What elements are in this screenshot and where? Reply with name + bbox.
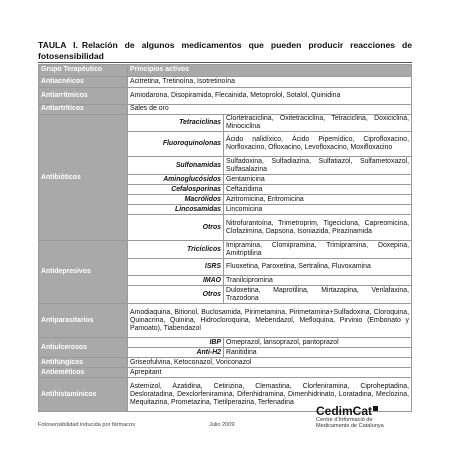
table-row	[39, 338, 412, 348]
group-cell: Antibióticos	[39, 115, 128, 241]
actives-cell: Duloxetina, Maprotilina, Mirtazapina, Venlafaxina, Trazodona	[224, 286, 412, 304]
subgroup-label: Tricíclicos	[128, 241, 224, 259]
subgroup-label: Anti-H2	[128, 348, 224, 358]
group-cell: Antiparasitarios	[39, 304, 128, 338]
table-row	[39, 115, 412, 132]
subgroup-label: Lincosamidas	[128, 205, 224, 215]
logo-subtitle-line2: Medicaments de Catalunya	[316, 423, 384, 430]
subgroup-label: Otros	[128, 215, 224, 241]
cedimcat-logo	[316, 405, 412, 429]
actives-cell: Griseofulvina, Ketoconazol, Voriconazol	[128, 358, 412, 368]
table-header-row	[39, 65, 412, 77]
actives-cell: Gentamicina	[224, 175, 412, 185]
subgroup-label: Macrólidos	[128, 195, 224, 205]
table-row	[39, 105, 412, 115]
actives-cell: Sales de oro	[128, 105, 412, 115]
footer-date: Julio 2009	[209, 422, 235, 428]
subgroup-label: Fluoroquinolonas	[128, 132, 224, 157]
logo-subtitle-line1: Centre d’Informació de	[316, 417, 373, 423]
title-rule	[38, 62, 412, 63]
group-cell: Antihistamínicos	[39, 378, 128, 412]
actives-cell: Amodiaquina, Bitionol, Buclosamida, Pirimetamina, Pirimetamina+Sulfadoxina, Cloroquina, Quinacrina, Quinina, Hidrocloroquina, Mebendazol, Mefloquina, Pirvinio (Embonato y Pamoato), Tiabendazol	[128, 304, 412, 338]
actives-cell: Lincomicina	[224, 205, 412, 215]
actives-cell: Ceftazidima	[224, 185, 412, 195]
actives-cell: Omeprazol, lansoprazol, pantoprazol	[224, 338, 412, 348]
actives-cell: Tranilcipromina	[224, 276, 412, 286]
actives-cell: Azitromicina, Eritromicina	[224, 195, 412, 205]
table-row	[39, 88, 412, 105]
actives-cell: Acitretina, Tretinoína, Isotretinoína	[128, 77, 412, 88]
group-cell: Antifúngicos	[39, 358, 128, 368]
actives-cell: Nitrofurantoína, Trimetroprim, Tigeciclona, Capreomicina, Clofazimina, Dapsona, Isoniazida, Pirazinamida	[224, 215, 412, 241]
group-cell: Antiacnéicos	[39, 77, 128, 88]
table-row	[39, 241, 412, 259]
subgroup-label: Otros	[128, 286, 224, 304]
group-cell: Antieméticos	[39, 368, 128, 378]
actives-cell: Fluoxetina, Paroxetina, Sertralina, Fluvoxamina	[224, 259, 412, 276]
photosensitivity-drug-table	[38, 64, 412, 412]
actives-cell: Sulfadoxina, Sulfadiazina, Sulfatiazol, Sulfametoxazol, Sulfasalazina	[224, 157, 412, 175]
group-cell: Antiulcerosos	[39, 338, 128, 358]
actives-cell: Ranitidina	[224, 348, 412, 358]
footer-document-title: Fotosensibilidad inducida por fármacos	[38, 422, 136, 428]
subgroup-label: IMAO	[128, 276, 224, 286]
actives-cell: Amiodarona, Disopiramida, Flecainida, Metoprolol, Sotalol, Quinidina	[128, 88, 412, 105]
actives-cell: Imipramina, Clomipramina, Trimipramina, Doxepina, Amitriptilina	[224, 241, 412, 259]
actives-cell: Clortetraciclina, Oxitetraciclina, Tetraciclina, Doxiciclina, Minociclina	[224, 115, 412, 132]
subgroup-label: ISRS	[128, 259, 224, 276]
table-title	[38, 40, 412, 62]
table-row	[39, 368, 412, 378]
table-row	[39, 358, 412, 368]
subgroup-label: IBP	[128, 338, 224, 348]
group-cell: Antiarrítmicos	[39, 88, 128, 105]
actives-cell: Astemizol, Azatidina, Cetirizina, Clemastina, Clorfeniramina, Ciproheptadina, Desloratadina, Dexclorfeniramina, Difenhidramina, Dimenhidrinato, Loratadina, Meclozina, Mequitazina, Prometazina, Tietilperazina, Terfenadina	[128, 378, 412, 412]
subgroup-label: Cefalosporinas	[128, 185, 224, 195]
header-actives: Principios activos	[128, 65, 412, 77]
actives-cell: Aprepitant	[128, 368, 412, 378]
table-row	[39, 304, 412, 338]
subgroup-label: Aminoglucósidos	[128, 175, 224, 185]
table-caption: Relación de algunos medicamentos que pueden producir reacciones de fotosensibilidad	[38, 40, 412, 61]
logo-name: CedimCat	[316, 405, 412, 417]
table-row	[39, 77, 412, 88]
group-cell: Antiartríticos	[39, 105, 128, 115]
subgroup-label: Sulfonamidas	[128, 157, 224, 175]
group-cell: Antidepresivos	[39, 241, 128, 304]
table-label: TAULA I.	[38, 40, 78, 50]
subgroup-label: Tetraciclinas	[128, 115, 224, 132]
actives-cell: Ácido nalidíxico, Ácido Pipemídico, Ciprofloxacino, Norfloxacino, Ofloxacino, Levofloxacino, Moxifloxacino	[224, 132, 412, 157]
header-group: Grupo Terapéutico	[39, 65, 128, 77]
